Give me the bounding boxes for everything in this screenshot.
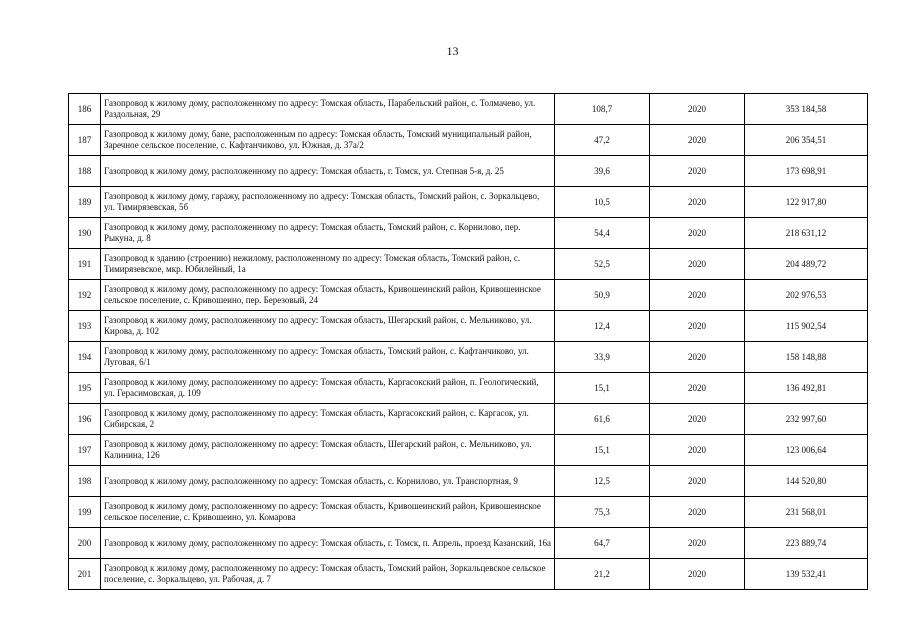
cost-cell: 144 520,80 [745,466,868,497]
table-row [69,311,868,342]
table-row [69,218,868,249]
length-cell: 50,9 [555,280,650,311]
length-cell: 61,6 [555,404,650,435]
cost-cell: 122 917,80 [745,187,868,218]
object-description-cell: Газопровод к жилому дому, расположенному по адресу: Томская область, Томский район, с. Корнилово, пер. Рыкуна, д. 8 [101,218,555,249]
row-number-cell: 198 [69,466,101,497]
object-description-cell: Газопровод к жилому дому, бане, расположенным по адресу: Томская область, Томский муниципальный район, Заречное сельское поселение, с. Кафтанчиково, ул. Южная, д. 37а/2 [101,125,555,156]
cost-cell: 158 148,88 [745,342,868,373]
row-number-cell: 196 [69,404,101,435]
object-description-cell: Газопровод к жилому дому, гаражу, расположенному по адресу: Томская область, Томский район, с. Зоркальцево, ул. Тимирязевская, 5б [101,187,555,218]
cost-cell: 223 889,74 [745,528,868,559]
row-number-cell: 187 [69,125,101,156]
table-row [69,187,868,218]
table-row [69,435,868,466]
cost-cell: 115 902,54 [745,311,868,342]
object-description-cell: Газопровод к зданию (строению) нежилому, расположенному по адресу: Томская область, Томский район, с. Тимирязевское, мкр. Юбилейный, 1а [101,249,555,280]
table-row [69,280,868,311]
cost-cell: 136 492,81 [745,373,868,404]
year-cell: 2020 [650,280,745,311]
row-number-cell: 186 [69,94,101,125]
length-cell: 64,7 [555,528,650,559]
year-cell: 2020 [650,94,745,125]
object-description-cell: Газопровод к жилому дому, расположенному по адресу: Томская область, г. Томск, ул. Степная 5-я, д. 25 [101,156,555,187]
year-cell: 2020 [650,497,745,528]
year-cell: 2020 [650,466,745,497]
object-description-cell: Газопровод к жилому дому, расположенному по адресу: Томская область, с. Корнилово, ул. Транспортная, 9 [101,466,555,497]
table-row [69,466,868,497]
year-cell: 2020 [650,311,745,342]
year-cell: 2020 [650,218,745,249]
cost-cell: 231 568,01 [745,497,868,528]
object-description-cell: Газопровод к жилому дому, расположенному по адресу: Томская область, Томский район, с. Кафтанчиково, ул. Луговая, 6/1 [101,342,555,373]
row-number-cell: 195 [69,373,101,404]
cost-cell: 173 698,91 [745,156,868,187]
row-number-cell: 201 [69,559,101,590]
object-description-cell: Газопровод к жилому дому, расположенному по адресу: Томская область, Каргасокский район, п. Геологический, ул. Герасимовская, д. 109 [101,373,555,404]
object-description-cell: Газопровод к жилому дому, расположенному по адресу: Томская область, Кривошеинский район, Кривошеинское сельское поселение, с. Кривошеино, ул. Комарова [101,497,555,528]
length-cell: 39,6 [555,156,650,187]
table-row [69,342,868,373]
cost-cell: 123 006,64 [745,435,868,466]
length-cell: 15,1 [555,435,650,466]
row-number-cell: 192 [69,280,101,311]
cost-cell: 202 976,53 [745,280,868,311]
length-cell: 12,5 [555,466,650,497]
length-cell: 75,3 [555,497,650,528]
length-cell: 108,7 [555,94,650,125]
table-row [69,156,868,187]
cost-cell: 204 489,72 [745,249,868,280]
cost-cell: 139 532,41 [745,559,868,590]
row-number-cell: 190 [69,218,101,249]
row-number-cell: 189 [69,187,101,218]
object-description-cell: Газопровод к жилому дому, расположенному по адресу: Томская область, Кривошеинский район, Кривошеинское сельское поселение, с. Кривошеино, пер. Березовый, 24 [101,280,555,311]
gas-pipeline-registry-table [68,93,868,590]
table-row [69,125,868,156]
object-description-cell: Газопровод к жилому дому, расположенному по адресу: Томская область, Каргасокский район, с. Каргасок, ул. Сибирская, 2 [101,404,555,435]
page-number: 13 [446,44,459,58]
table-row [69,94,868,125]
length-cell: 10,5 [555,187,650,218]
row-number-cell: 199 [69,497,101,528]
row-number-cell: 188 [69,156,101,187]
table-row [69,373,868,404]
row-number-cell: 194 [69,342,101,373]
year-cell: 2020 [650,435,745,466]
table-body [69,94,868,590]
length-cell: 33,9 [555,342,650,373]
table-row [69,404,868,435]
year-cell: 2020 [650,125,745,156]
cost-cell: 206 354,51 [745,125,868,156]
row-number-cell: 200 [69,528,101,559]
length-cell: 15,1 [555,373,650,404]
length-cell: 52,5 [555,249,650,280]
object-description-cell: Газопровод к жилому дому, расположенному по адресу: Томская область, Томский район, Зоркальцевское сельское поселение, с. Зоркальцево, ул. Рабочая, д. 7 [101,559,555,590]
object-description-cell: Газопровод к жилому дому, расположенному по адресу: Томская область, Шегарский район, с. Мельниково, ул. Кирова, д. 102 [101,311,555,342]
year-cell: 2020 [650,187,745,218]
table-row [69,559,868,590]
row-number-cell: 193 [69,311,101,342]
year-cell: 2020 [650,373,745,404]
year-cell: 2020 [650,528,745,559]
length-cell: 47,2 [555,125,650,156]
year-cell: 2020 [650,404,745,435]
year-cell: 2020 [650,559,745,590]
cost-cell: 353 184,58 [745,94,868,125]
row-number-cell: 197 [69,435,101,466]
table-row [69,497,868,528]
year-cell: 2020 [650,249,745,280]
length-cell: 12,4 [555,311,650,342]
length-cell: 21,2 [555,559,650,590]
table-row [69,528,868,559]
year-cell: 2020 [650,156,745,187]
object-description-cell: Газопровод к жилому дому, расположенному по адресу: Томская область, Парабельский район, с. Толмачево, ул. Раздольная, 29 [101,94,555,125]
object-description-cell: Газопровод к жилому дому, расположенному по адресу: Томская область, г. Томск, п. Апрель, проезд Казанский, 16а [101,528,555,559]
year-cell: 2020 [650,342,745,373]
table-row [69,249,868,280]
cost-cell: 218 631,12 [745,218,868,249]
row-number-cell: 191 [69,249,101,280]
cost-cell: 232 997,60 [745,404,868,435]
length-cell: 54,4 [555,218,650,249]
object-description-cell: Газопровод к жилому дому, расположенному по адресу: Томская область, Шегарский район, с. Мельниково, ул. Калинина, 126 [101,435,555,466]
